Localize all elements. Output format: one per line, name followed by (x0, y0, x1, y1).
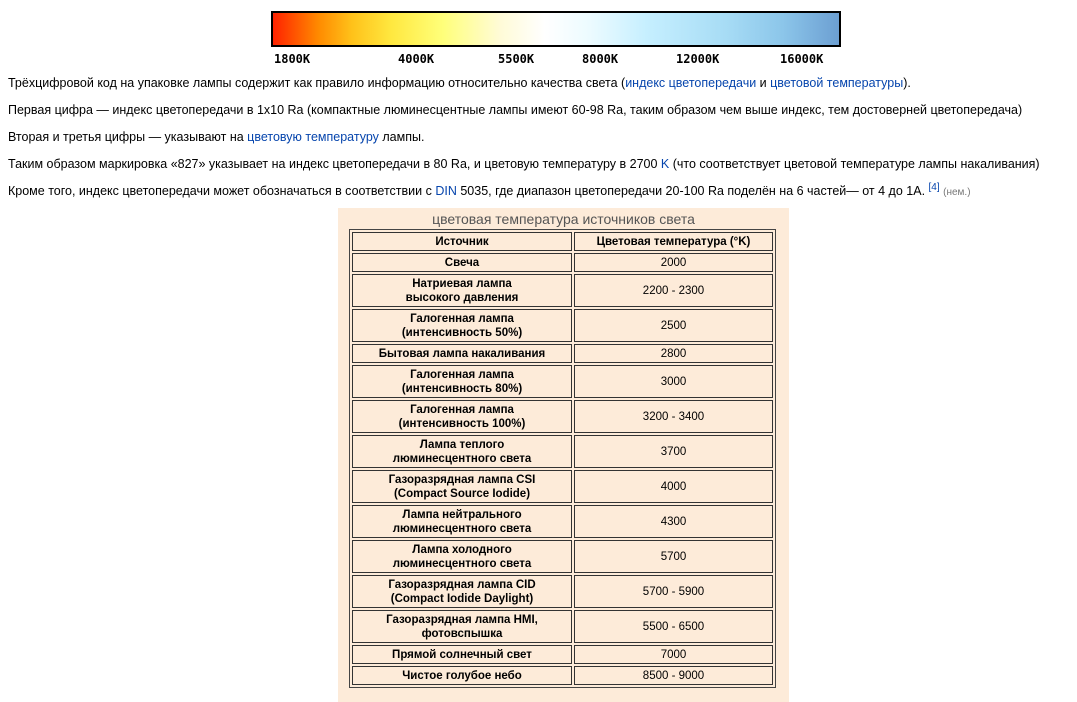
table-row (352, 309, 773, 342)
source-line: люминесцентного света (392, 557, 532, 570)
text: Трёхцифровой код на упаковке лампы содержит как правило информацию относительно качества света ( (8, 76, 626, 90)
table-row (352, 505, 773, 538)
text: ). (903, 76, 911, 90)
paragraph-second-third-digits (8, 129, 424, 145)
temperature-cell: 4000 (574, 470, 773, 503)
color-temperature-table-panel (338, 208, 789, 702)
table-header-row (352, 232, 773, 251)
temperature-cell: 2200 - 2300 (574, 274, 773, 307)
header-source: Источник (352, 232, 572, 251)
source-line: Чистое голубое небо (402, 669, 522, 682)
source-line: Лампа теплого (419, 438, 505, 451)
text: и (756, 76, 771, 90)
text: Кроме того, индекс цветопередачи может обозначаться в соответствии с (8, 184, 436, 198)
scale-tick: 5500K (498, 52, 535, 66)
table-row (352, 575, 773, 608)
source-line: Лампа холодного (412, 543, 512, 556)
source-line: высокого давления (405, 291, 519, 304)
source-line: (Compact Source Iodide) (393, 487, 531, 500)
link-din[interactable]: DIN (435, 184, 457, 198)
paragraph-first-digit: Первая цифра — индекс цветопередачи в 1x10 Ra (компактные люминесцентные лампы имеют 60-98 Ra, таким образом чем выше индекс, тем достоверней цветопередача) (8, 103, 1023, 117)
temperature-cell: 3700 (574, 435, 773, 468)
source-cell (352, 575, 572, 608)
source-line: (Compact Iodide Daylight) (390, 592, 534, 605)
temperature-cell: 7000 (574, 645, 773, 664)
paragraph-din (8, 183, 971, 201)
source-cell (352, 365, 572, 398)
paragraph-example-827 (8, 156, 1040, 172)
language-note: (нем.) (943, 187, 971, 198)
table-row (352, 470, 773, 503)
source-cell (352, 400, 572, 433)
source-line: Прямой солнечный свет (392, 648, 532, 661)
reference-link[interactable]: [4] (928, 181, 940, 193)
temperature-cell: 5700 (574, 540, 773, 573)
temperature-cell: 3200 - 3400 (574, 400, 773, 433)
source-line: Натриевая лампа (412, 277, 512, 290)
source-cell (352, 435, 572, 468)
table-row (352, 435, 773, 468)
table-row (352, 365, 773, 398)
source-cell (352, 344, 572, 363)
table-row (352, 400, 773, 433)
table-row (352, 344, 773, 363)
source-line: Галогенная лампа (410, 312, 514, 325)
table-caption: цветовая температура источников света (432, 211, 695, 227)
color-temperature-table (349, 229, 776, 688)
source-line: люминесцентного света (392, 452, 532, 465)
source-cell (352, 540, 572, 573)
source-line: (интенсивность 100%) (398, 417, 526, 430)
table-row (352, 610, 773, 643)
source-cell (352, 505, 572, 538)
temperature-cell: 2000 (574, 253, 773, 272)
table-row (352, 253, 773, 272)
temperature-cell: 2500 (574, 309, 773, 342)
source-line: Галогенная лампа (410, 368, 514, 381)
temperature-cell: 5700 - 5900 (574, 575, 773, 608)
table-row (352, 274, 773, 307)
source-cell (352, 610, 572, 643)
source-cell (352, 666, 572, 685)
scale-tick: 4000K (398, 52, 435, 66)
source-cell (352, 470, 572, 503)
paragraph-code-intro (8, 75, 911, 91)
text: 5035, где диапазон цветопередачи 20-100 Ra поделён на 6 частей— от 4 до 1А. (456, 184, 926, 198)
source-line: Лампа нейтрального (402, 508, 522, 521)
text: (что соответствует цветовой температуре лампы накаливания) (669, 157, 1040, 171)
text: Вторая и третья цифры — указывают на (8, 130, 248, 144)
source-line: Бытовая лампа накаливания (378, 347, 546, 360)
source-line: Газоразрядная лампа HMI, (386, 613, 538, 626)
temperature-cell: 3000 (574, 365, 773, 398)
source-line: люминесцентного света (392, 522, 532, 535)
link-kelvin[interactable]: K (660, 157, 670, 171)
table-row (352, 666, 773, 685)
color-temperature-gradient (271, 11, 841, 47)
source-line: (интенсивность 50%) (401, 326, 523, 339)
link-color-rendering-index[interactable]: индекс цветопередачи (625, 76, 757, 90)
source-cell (352, 309, 572, 342)
scale-tick: 8000K (582, 52, 619, 66)
source-line: Свеча (444, 256, 480, 269)
source-cell (352, 253, 572, 272)
source-line: (интенсивность 80%) (401, 382, 523, 395)
source-line: фотовспышка (421, 627, 503, 640)
source-line: Газоразрядная лампа CSI (388, 473, 536, 486)
scale-tick: 12000K (676, 52, 720, 66)
source-cell (352, 274, 572, 307)
link-color-temperature-2[interactable]: цветовую температуру (247, 130, 379, 144)
table-row (352, 645, 773, 664)
header-temperature: Цветовая температура (°K) (574, 232, 773, 251)
source-cell (352, 645, 572, 664)
temperature-cell: 4300 (574, 505, 773, 538)
scale-tick: 1800K (274, 52, 311, 66)
temperature-cell: 8500 - 9000 (574, 666, 773, 685)
temperature-cell: 2800 (574, 344, 773, 363)
source-line: Газоразрядная лампа CID (388, 578, 536, 591)
link-color-temperature[interactable]: цветовой температуры (770, 76, 904, 90)
temperature-cell: 5500 - 6500 (574, 610, 773, 643)
text: лампы. (378, 130, 425, 144)
text: Таким образом маркировка «827» указывает на индекс цветопередачи в 80 Ra, и цветовую температуру в 2700 (8, 157, 661, 171)
source-line: Галогенная лампа (410, 403, 514, 416)
scale-tick: 16000K (780, 52, 824, 66)
table-row (352, 540, 773, 573)
